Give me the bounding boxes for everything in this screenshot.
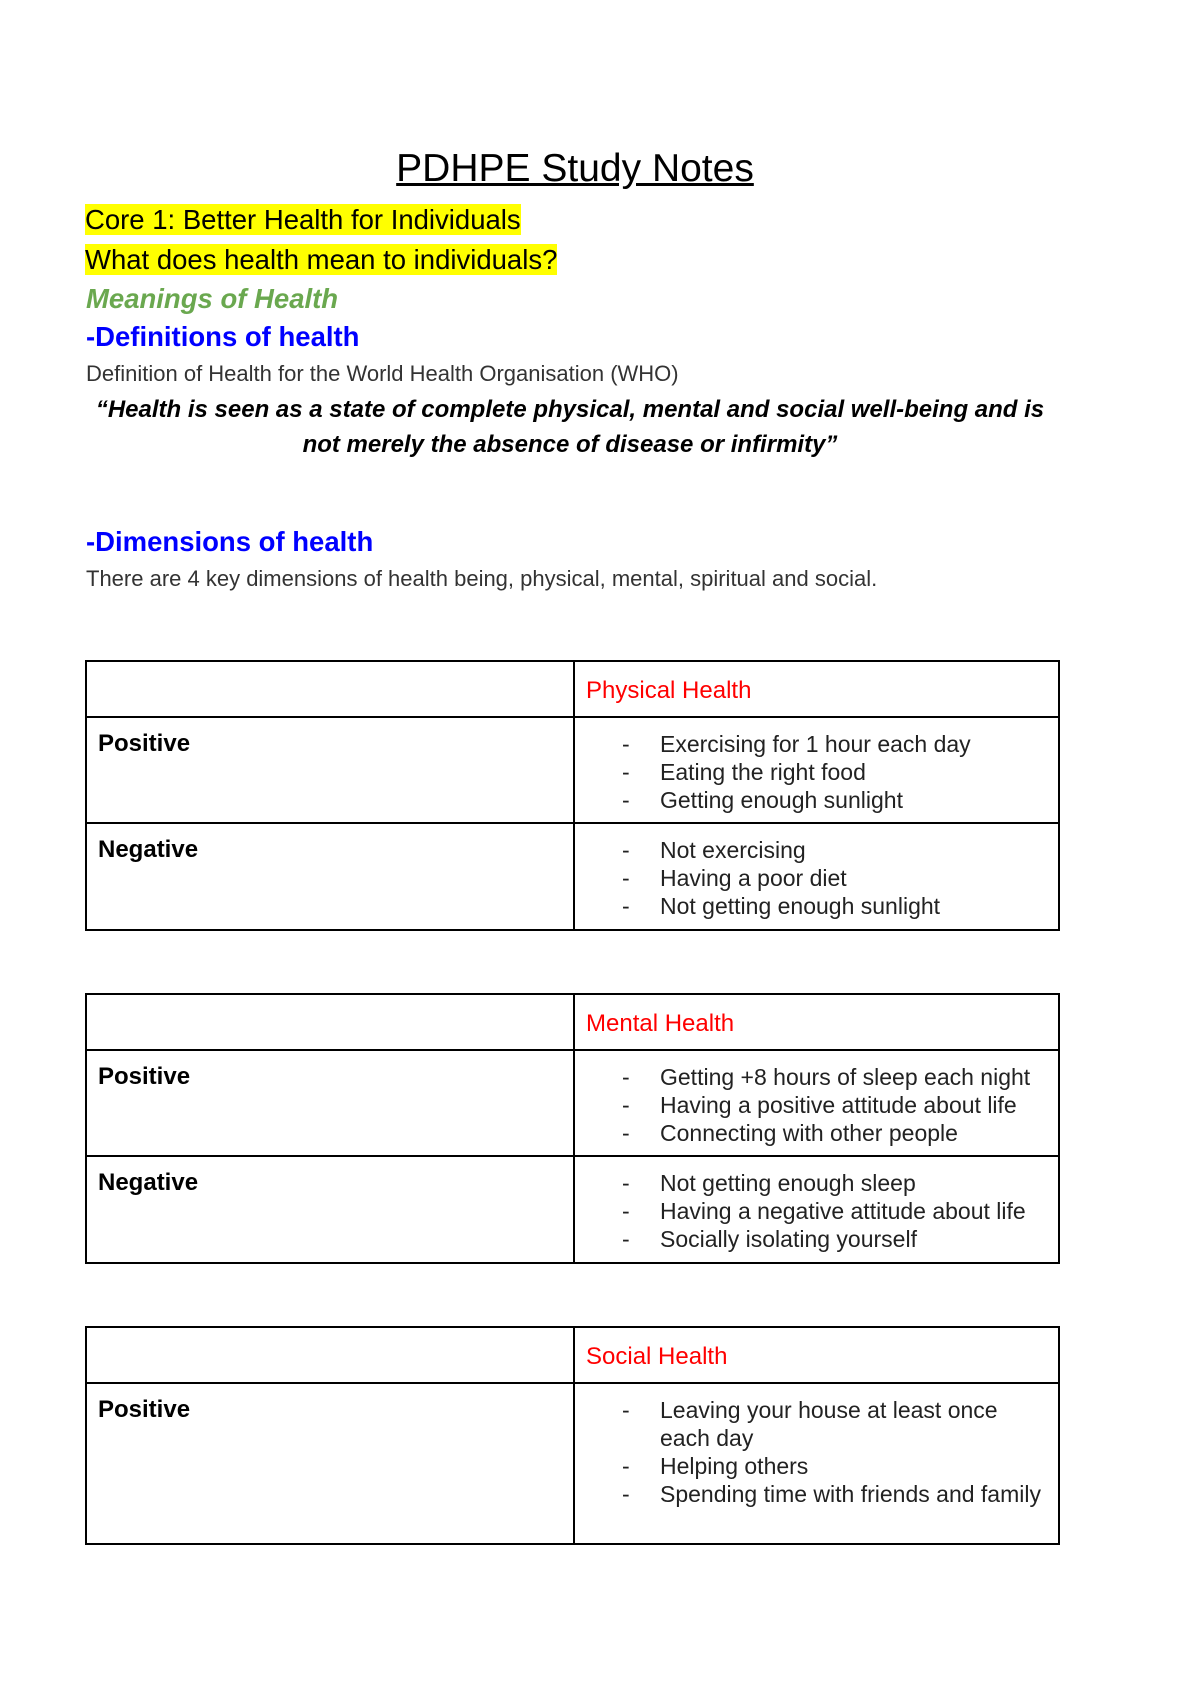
row-label-cell (86, 717, 574, 823)
dash-bullet: - (622, 837, 630, 863)
list-item-text: Exercising for 1 hour each day (660, 731, 971, 757)
row-label-cell (86, 1383, 574, 1544)
row-label-cell (86, 1050, 574, 1156)
list-item (575, 1169, 1058, 1197)
social-positive-list (575, 1384, 1058, 1516)
table-corner-cell (86, 661, 574, 717)
items-cell (574, 1383, 1059, 1544)
row-label-cell (86, 1156, 574, 1263)
mental-health-heading: Mental Health (586, 1010, 735, 1037)
dash-bullet: - (622, 1226, 630, 1252)
items-cell (574, 823, 1059, 930)
question-heading (85, 242, 557, 278)
list-item (575, 864, 1058, 892)
dash-bullet: - (622, 759, 630, 785)
dash-bullet: - (622, 893, 630, 919)
list-item-text: Eating the right food (660, 759, 866, 785)
who-definition-line: Definition of Health for the World Health Organisation (WHO) (86, 361, 679, 386)
list-item-text: Helping others (660, 1453, 809, 1479)
list-item (575, 1091, 1058, 1119)
page-title: PDHPE Study Notes (396, 147, 754, 190)
list-item-text: Not exercising (660, 837, 806, 863)
mental-negative-list (575, 1157, 1058, 1261)
list-item (575, 1063, 1058, 1091)
list-item-text: Having a positive attitude about life (660, 1092, 1017, 1118)
list-item (575, 1197, 1058, 1225)
list-item-text: Getting enough sunlight (660, 787, 903, 813)
definitions-heading: -Definitions of health (86, 321, 360, 352)
list-item-text: Not getting enough sleep (660, 1170, 916, 1196)
table-corner-cell (86, 1327, 574, 1383)
core-heading-text: Core 1: Better Health for Individuals (85, 204, 521, 235)
items-cell (574, 1050, 1059, 1156)
who-quote: “Health is seen as a state of complete physical, mental and social well-being and is not merely the absence of disease or infirmity” (95, 396, 1045, 458)
list-item (575, 1452, 1058, 1480)
mental-health-table (85, 993, 1060, 1264)
list-item (575, 892, 1058, 920)
dash-bullet: - (622, 1481, 630, 1507)
dash-bullet: - (622, 731, 630, 757)
negative-label: Negative (98, 1169, 199, 1196)
list-item-text: Connecting with other people (660, 1120, 958, 1146)
dimensions-text: There are 4 key dimensions of health being, physical, mental, spiritual and social. (86, 566, 878, 591)
list-item-text: Leaving your house at least once each day (660, 1397, 998, 1451)
items-cell (574, 717, 1059, 823)
list-item-text: Having a poor diet (660, 865, 847, 891)
dash-bullet: - (622, 787, 630, 813)
table-header-cell (574, 994, 1059, 1050)
meanings-heading: Meanings of Health (86, 283, 339, 314)
question-heading-text: What does health mean to individuals? (85, 244, 558, 275)
dimensions-heading: -Dimensions of health (86, 526, 374, 557)
mental-positive-list (575, 1051, 1058, 1155)
negative-label: Negative (98, 836, 199, 863)
list-item (575, 1396, 1058, 1452)
dash-bullet: - (622, 865, 630, 891)
dash-bullet: - (622, 1092, 630, 1118)
physical-negative-list (575, 824, 1058, 928)
dash-bullet: - (622, 1397, 630, 1423)
list-item (575, 786, 1058, 814)
list-item-text: Not getting enough sunlight (660, 893, 941, 919)
list-item-text: Getting +8 hours of sleep each night (660, 1064, 1031, 1090)
social-health-heading: Social Health (586, 1343, 728, 1370)
positive-label: Positive (98, 730, 191, 757)
dash-bullet: - (622, 1453, 630, 1479)
core-heading (85, 202, 521, 238)
dash-bullet: - (622, 1064, 630, 1090)
dash-bullet: - (622, 1120, 630, 1146)
list-item-text: Spending time with friends and family (660, 1481, 1041, 1507)
list-item (575, 1119, 1058, 1147)
list-item (575, 758, 1058, 786)
physical-health-heading: Physical Health (586, 677, 752, 704)
list-item-text: Having a negative attitude about life (660, 1198, 1026, 1224)
items-cell (574, 1156, 1059, 1263)
positive-label: Positive (98, 1063, 191, 1090)
list-item (575, 730, 1058, 758)
table-header-cell (574, 661, 1059, 717)
list-item (575, 836, 1058, 864)
list-item-text: Socially isolating yourself (660, 1226, 917, 1252)
dash-bullet: - (622, 1198, 630, 1224)
dash-bullet: - (622, 1170, 630, 1196)
physical-health-table (85, 660, 1060, 931)
list-item (575, 1480, 1058, 1508)
table-header-cell (574, 1327, 1059, 1383)
row-label-cell (86, 823, 574, 930)
positive-label: Positive (98, 1396, 191, 1423)
list-item (575, 1225, 1058, 1253)
table-corner-cell (86, 994, 574, 1050)
social-health-table (85, 1326, 1060, 1545)
physical-positive-list (575, 718, 1058, 822)
